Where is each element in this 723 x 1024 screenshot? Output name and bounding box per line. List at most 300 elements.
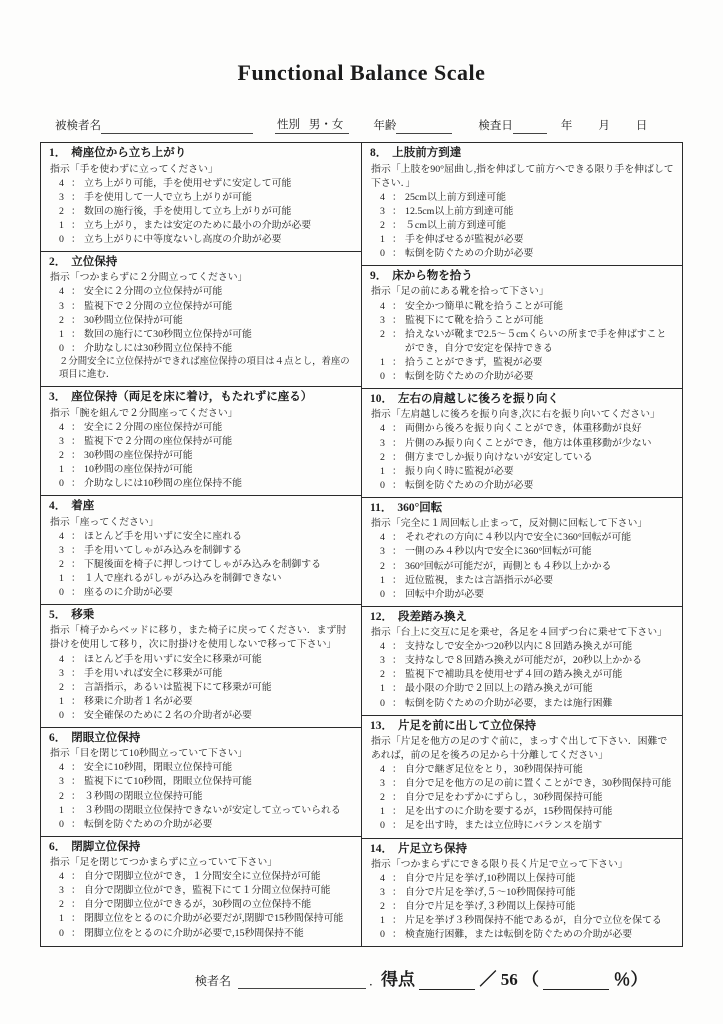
score-criterion: 閉脚立位をとるのに介助が必要で,15秒間保持不能	[84, 927, 304, 939]
score-value: 1	[380, 356, 385, 368]
item-name: 椅座位から立ち上がり	[71, 147, 187, 159]
score-criterion: 自分で継ぎ足位をとり，30秒間保持可能	[405, 764, 583, 776]
score-line	[368, 640, 676, 654]
score-criterion: 転倒を防ぐための介助が必要，または施行困難	[405, 697, 613, 709]
score-criterion: 自分で足をわずかにずらし，30秒間保持可能	[405, 792, 603, 804]
item-number: 1．	[49, 147, 67, 159]
item-name: 床から物を拾う	[392, 269, 473, 282]
score-line	[47, 912, 355, 926]
score-value: 4	[380, 300, 385, 312]
score-criterion: 最小限の介助で２回以上の踏み換えが可能	[405, 683, 593, 695]
score-slash: ／	[479, 970, 497, 990]
score-line	[368, 314, 676, 328]
score-line	[47, 695, 355, 709]
score-line	[368, 233, 676, 247]
item-scores	[368, 191, 676, 261]
score-value: 2	[59, 449, 64, 461]
score-value: 2	[59, 899, 64, 911]
exam-date-label: 検査日	[478, 120, 513, 132]
score-line	[47, 544, 355, 558]
score-line	[368, 819, 676, 833]
score-criterion: 足を出す時，または立位時にバランスを崩す	[405, 820, 603, 832]
score-colon: ：	[71, 586, 81, 598]
sex-label: 性別	[277, 119, 300, 131]
item-instruction: 指示「つかまらずに２分間立ってください」	[50, 272, 248, 284]
item-scores	[368, 531, 676, 601]
score-criterion: 手を伸ばせるが監視が必要	[405, 233, 524, 245]
item-title	[47, 839, 355, 857]
fbs-item	[362, 389, 682, 498]
score-criterion: 安全確保のために２名の介助者が必要	[84, 709, 252, 721]
score-value: 0	[59, 818, 64, 830]
item-scores	[47, 530, 355, 600]
score-colon: ：	[392, 465, 402, 477]
score-criterion: 手を用いてしゃがみ込みを制御する	[84, 544, 243, 556]
total-score-field	[381, 965, 648, 990]
item-number: 4．	[49, 499, 67, 512]
item-instruction: 指示「台上に交互に足を乗せ，各足を４回ずつ台に乗せて下さい」	[371, 627, 667, 639]
score-criterion: 振り向く時に監視が必要	[405, 465, 514, 477]
score-value: 3	[59, 544, 64, 556]
score-colon: ：	[392, 356, 402, 368]
item-name: 上肢前方到達	[392, 147, 462, 159]
score-criterion: 手を用いれば安全に移乗が可能	[84, 667, 223, 679]
score-line	[47, 761, 355, 775]
sex-field	[275, 116, 349, 134]
score-line	[368, 900, 676, 914]
score-colon: ：	[71, 695, 81, 707]
score-criterion: 12.5cm以上前方到達可能	[405, 205, 514, 217]
score-criterion: 言語指示，あるいは監視下にて移乗が可能	[84, 681, 272, 693]
score-colon: ：	[392, 247, 402, 259]
score-line	[47, 177, 355, 191]
score-criterion: 自分で片足を挙げ,５～10秒間保持可能	[405, 887, 576, 899]
score-criterion: ほとんど手を用いずに安全に移乗が可能	[84, 653, 262, 665]
score-line	[47, 342, 355, 356]
score-criterion: 近位監視，または言語指示が必要	[405, 574, 554, 586]
score-value: 4	[59, 871, 64, 883]
age-blank	[396, 120, 452, 134]
score-value: 4	[380, 191, 385, 203]
year-label: 年	[560, 120, 573, 132]
score-value: 4	[380, 532, 385, 544]
score-line	[368, 328, 676, 356]
score-colon: ：	[71, 927, 81, 939]
item-title	[47, 389, 355, 407]
score-value: 4	[380, 423, 385, 435]
score-line	[47, 314, 355, 328]
score-colon: ：	[392, 764, 402, 776]
score-colon: ：	[71, 544, 81, 556]
item-number: 5．	[49, 608, 67, 621]
score-colon: ：	[392, 219, 402, 231]
score-value: 1	[380, 915, 385, 927]
score-value: 3	[380, 314, 385, 326]
score-colon: ：	[71, 286, 81, 298]
score-line	[368, 777, 676, 791]
score-line	[368, 465, 676, 479]
score-colon: ：	[71, 177, 81, 189]
score-criterion: 座るのに介助が必要	[84, 586, 173, 598]
score-value: 0	[380, 370, 385, 382]
patient-name-blank	[101, 120, 253, 134]
score-line	[47, 667, 355, 681]
score-criterion: 閉脚立位をとるのに介助が必要だが,閉脚で15秒間保持可能	[84, 913, 344, 925]
score-line	[368, 928, 676, 942]
fbs-item	[362, 607, 682, 716]
score-criterion: 拾えないが靴まで2.5～５cmくらいの所まで手を伸ばすことができ，自分で安定を保持できる	[405, 328, 667, 354]
score-line	[47, 328, 355, 342]
item-number: 14．	[370, 842, 393, 855]
score-criterion: 自分で片足を挙げ,３秒間以上保持可能	[405, 901, 576, 913]
score-blank	[419, 973, 475, 990]
score-colon: ：	[71, 885, 81, 897]
score-criterion: 監視下で２分間の立位保持が可能	[84, 300, 233, 312]
fbs-item	[41, 252, 361, 387]
score-value: 4	[59, 286, 64, 298]
score-value: 0	[59, 586, 64, 598]
item-title	[47, 607, 355, 625]
age-label: 年齢	[373, 120, 397, 132]
fbs-item	[41, 605, 361, 728]
item-scores	[47, 177, 355, 247]
score-line	[47, 927, 355, 941]
score-value: 1	[380, 683, 385, 695]
score-line	[47, 219, 355, 233]
score-criterion: 自分で片足を挙げ,10秒間以上保持可能	[405, 873, 576, 885]
score-value: 1	[59, 219, 64, 231]
item-instruction: 指示「片足を他方の足のすぐ前に，まっすぐ出して下さい．困難であれば，前の足を後ろの足から十分離してください」	[371, 736, 668, 762]
score-value: 0	[59, 233, 64, 245]
exam-date-blank	[513, 120, 547, 134]
score-value: 4	[380, 641, 385, 653]
item-title	[368, 500, 676, 518]
item-name: 立位保持	[71, 255, 118, 268]
month-label: 月	[598, 120, 610, 132]
score-criterion: ５cm以上前方到達可能	[405, 219, 506, 231]
score-line	[368, 451, 676, 465]
score-value: 0	[380, 479, 385, 491]
score-criterion: 立ち上がり可能，手を使用せずに安定して可能	[84, 177, 292, 189]
score-colon: ：	[71, 449, 81, 461]
score-line	[47, 653, 355, 667]
score-colon: ：	[71, 477, 81, 489]
score-line	[368, 370, 676, 384]
score-criterion: 自分で閉脚立位ができ，１分間安全に立位保持が可能	[84, 871, 321, 883]
score-criterion: 自分で足を他方の足の前に置くことができ，30秒間保持可能	[405, 778, 672, 790]
score-value: 1	[59, 695, 64, 707]
score-value: 3	[380, 437, 385, 449]
score-colon: ：	[71, 191, 81, 203]
item-instruction: 指示「座ってください」	[50, 516, 159, 528]
fbs-item	[41, 143, 361, 252]
score-colon: ：	[71, 342, 81, 354]
score-line	[368, 545, 676, 559]
footer	[60, 965, 663, 990]
item-title	[368, 841, 676, 859]
score-line	[47, 681, 355, 695]
item-number: 10．	[370, 392, 393, 405]
fbs-items-table	[40, 142, 683, 947]
item-number: 6．	[49, 731, 67, 744]
score-criterion: 監視下にて10秒間，閉眼立位保持可能	[84, 776, 252, 788]
score-colon: ：	[71, 790, 81, 802]
item-name: 段差踏み換え	[398, 610, 467, 623]
patient-info-header	[55, 116, 681, 134]
score-line	[368, 531, 676, 545]
score-line	[47, 233, 355, 247]
score-criterion: 片足を挙げ３秒間保持不能であるが，自分で立位を保てる	[405, 915, 662, 927]
fbs-item	[41, 387, 361, 496]
score-line	[47, 300, 355, 314]
score-value: 2	[380, 792, 385, 804]
score-line	[47, 898, 355, 912]
item-number: 2．	[49, 255, 67, 268]
score-value: 0	[380, 588, 385, 600]
score-criterion: 側方までしか振り向けないが安定している	[405, 451, 593, 463]
item-instruction: 指示「左肩越しに後ろを振り向き,次に右を振り向いてください」	[371, 409, 660, 421]
score-line	[47, 530, 355, 544]
item-name: 移乗	[71, 608, 95, 621]
score-value: 4	[59, 762, 64, 774]
score-criterion: 転倒を防ぐための介助が必要	[405, 479, 534, 491]
score-line	[47, 463, 355, 477]
score-criterion: 介助なしには10秒間の座位保持不能	[84, 477, 243, 489]
score-colon: ：	[71, 205, 81, 217]
score-value: 4	[59, 530, 64, 542]
score-value: 3	[59, 191, 64, 203]
score-colon: ：	[71, 219, 81, 231]
score-value: 0	[59, 342, 64, 354]
score-line	[368, 422, 676, 436]
score-colon: ：	[392, 669, 402, 681]
score-criterion: 片側のみ振り向くことができ，他方は体重移動が少ない	[405, 437, 652, 449]
score-criterion: ３秒間の閉眼立位保持できないが安定して立っていられる	[84, 804, 341, 816]
score-value: 4	[59, 421, 64, 433]
page-title: Functional Balance Scale	[237, 60, 486, 85]
item-number: 6．	[49, 840, 67, 853]
score-value: 4	[59, 177, 64, 189]
score-colon: ：	[71, 233, 81, 245]
score-line	[368, 560, 676, 574]
items-column-right	[362, 143, 682, 946]
score-line	[368, 191, 676, 205]
score-line	[368, 479, 676, 493]
score-percent-close: ％）	[613, 970, 648, 990]
fbs-item	[41, 496, 361, 605]
score-line	[368, 247, 676, 261]
score-denominator: 56	[500, 970, 518, 990]
score-value: 3	[380, 778, 385, 790]
score-line	[47, 285, 355, 299]
item-name: 片足立ち保持	[398, 842, 467, 855]
score-criterion: それぞれの方向に４秒以内で安全に360°回転が可能	[405, 532, 632, 544]
score-colon: ：	[392, 437, 402, 449]
score-criterion: 数回の施行にて30秒間立位保持が可能	[84, 328, 252, 340]
item-title	[47, 498, 355, 516]
item-name: 着座	[71, 499, 95, 512]
item-name: 閉脚立位保持	[71, 840, 141, 853]
score-colon: ：	[71, 667, 81, 679]
item-title	[368, 268, 676, 286]
score-colon: ：	[71, 421, 81, 433]
item-number: 12．	[370, 610, 393, 623]
score-colon: ：	[392, 641, 402, 653]
score-value: 2	[59, 205, 64, 217]
item-instruction: 指示「椅子からベッドに移り，また椅子に戻ってください．まず肘掛けを使用して移り，次に肘掛けを使用しないで移って下さい」	[50, 625, 347, 651]
score-line	[47, 709, 355, 723]
score-criterion: 数回の施行後，手を使用して立ち上がりが可能	[84, 205, 292, 217]
score-colon: ：	[71, 804, 81, 816]
score-label: 得点	[381, 970, 416, 990]
item-scores	[47, 870, 355, 940]
examiner-field	[195, 972, 381, 989]
score-colon: ：	[392, 574, 402, 586]
item-scores	[47, 653, 355, 723]
score-criterion: 監視下で補助具を使用せず４回の踏み換えが可能	[405, 669, 623, 681]
score-criterion: 立ち上がりに中等度ないし高度の介助が必要	[84, 233, 282, 245]
score-criterion: 25cm以上前方到達可能	[405, 191, 506, 203]
score-percent-blank	[543, 973, 609, 990]
item-title	[368, 718, 676, 736]
score-criterion: 自分で閉脚立位ができるが，30秒間の立位保持不能	[84, 899, 312, 911]
score-line	[368, 574, 676, 588]
score-value: 1	[59, 572, 64, 584]
fbs-item	[362, 143, 682, 266]
fbs-item	[362, 716, 682, 839]
score-value: 3	[59, 776, 64, 788]
score-value: 1	[380, 806, 385, 818]
score-criterion: 下腿後面を椅子に押しつけてしゃがみ込みを制御する	[84, 558, 322, 570]
score-value: 1	[380, 233, 385, 245]
score-colon: ：	[392, 479, 402, 491]
score-line	[368, 300, 676, 314]
score-colon: ：	[392, 328, 402, 340]
score-colon: ：	[392, 423, 402, 435]
score-colon: ：	[392, 588, 402, 600]
score-value: 3	[59, 885, 64, 897]
score-criterion: 安全かつ簡単に靴を拾うことが可能	[405, 300, 564, 312]
score-colon: ：	[392, 873, 402, 885]
score-colon: ：	[71, 572, 81, 584]
score-criterion: 転倒を防ぐための介助が必要	[84, 818, 213, 830]
score-line	[47, 884, 355, 898]
score-colon: ：	[392, 451, 402, 463]
score-colon: ：	[392, 370, 402, 382]
item-instruction: 指示「完全に１周回転し止まって，反対側に回転して下さい」	[371, 518, 648, 530]
score-value: 3	[380, 655, 385, 667]
item-title	[47, 145, 355, 163]
score-criterion: 手を使用して一人で立ち上がりが可能	[84, 191, 252, 203]
score-value: 4	[380, 873, 385, 885]
item-instruction: 指示「足を閉じてつかまらずに立っていて下さい」	[50, 857, 278, 869]
score-paren-open: （	[522, 970, 540, 990]
item-number: 3．	[49, 391, 67, 404]
score-line	[47, 449, 355, 463]
score-value: 2	[380, 451, 385, 463]
score-criterion: 検査施行困難，または転倒を防ぐための介助が必要	[405, 929, 633, 941]
examiner-name-blank	[238, 975, 366, 989]
score-colon: ：	[71, 463, 81, 475]
score-line	[368, 654, 676, 668]
item-scores	[47, 285, 355, 355]
score-value: 4	[380, 764, 385, 776]
item-number: 11．	[370, 501, 393, 514]
score-line	[47, 191, 355, 205]
patient-name-label: 被検者名	[55, 120, 101, 132]
score-line	[47, 572, 355, 586]
item-scores	[368, 872, 676, 942]
score-colon: ：	[392, 697, 402, 709]
score-colon: ：	[392, 300, 402, 312]
score-colon: ：	[71, 818, 81, 830]
score-value: 2	[59, 681, 64, 693]
fbs-item	[362, 498, 682, 607]
score-criterion: 回転中介助が必要	[405, 588, 485, 600]
score-colon: ：	[71, 762, 81, 774]
score-line	[368, 356, 676, 370]
item-number: 8．	[370, 147, 388, 159]
score-line	[368, 437, 676, 451]
score-line	[368, 205, 676, 219]
score-colon: ：	[71, 314, 81, 326]
score-value: 1	[380, 465, 385, 477]
score-line	[47, 804, 355, 818]
fbs-item	[362, 839, 682, 947]
item-scores	[368, 640, 676, 710]
score-line	[368, 791, 676, 805]
item-title	[47, 730, 355, 748]
sex-value: 男・女	[308, 119, 344, 131]
score-line	[368, 682, 676, 696]
score-line	[47, 421, 355, 435]
score-line	[368, 886, 676, 900]
score-colon: ：	[392, 901, 402, 913]
score-colon: ：	[71, 653, 81, 665]
score-value: 2	[380, 669, 385, 681]
score-line	[368, 872, 676, 886]
score-colon: ：	[71, 300, 81, 312]
score-colon: ：	[71, 899, 81, 911]
score-colon: ：	[71, 328, 81, 340]
score-line	[368, 219, 676, 233]
score-colon: ：	[392, 806, 402, 818]
score-value: 2	[59, 314, 64, 326]
score-line	[368, 763, 676, 777]
score-value: 3	[59, 667, 64, 679]
score-line	[368, 668, 676, 682]
score-value: 2	[380, 328, 385, 340]
score-colon: ：	[392, 929, 402, 941]
score-criterion: 30秒間立位保持が可能	[84, 314, 183, 326]
score-value: 0	[59, 477, 64, 489]
score-line	[47, 870, 355, 884]
fbs-item	[41, 728, 361, 837]
score-colon: ：	[392, 314, 402, 326]
score-criterion: 10秒間の座位保持が可能	[84, 463, 193, 475]
score-criterion: 支持なしで安全かつ20秒以内に８回踏み換えが可能	[405, 641, 633, 653]
score-value: 4	[59, 653, 64, 665]
score-colon: ：	[71, 681, 81, 693]
item-instruction: 指示「つかまらずにできる限り長く片足で立って下さい」	[371, 859, 628, 871]
item-title	[368, 391, 676, 409]
score-criterion: 安全に２分間の座位保持が可能	[84, 421, 223, 433]
fbs-item	[362, 266, 682, 389]
score-value: 1	[59, 463, 64, 475]
score-value: 3	[59, 300, 64, 312]
item-instruction: 指示「手を使わずに立ってください」	[50, 163, 218, 175]
score-colon: ：	[392, 683, 402, 695]
